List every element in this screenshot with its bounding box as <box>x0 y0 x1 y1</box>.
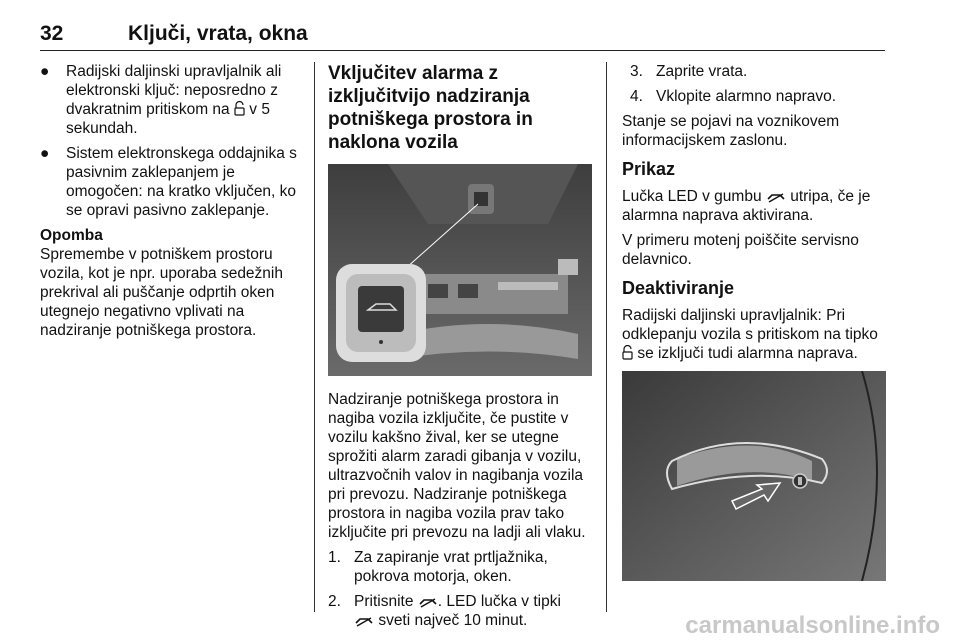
step-text: Pritisnite <box>354 593 414 610</box>
step-number: 1. <box>328 549 341 566</box>
paragraph-text: Radijski daljinski upravljalnik: Pri odklepanju vozila s pritiskom na tipko <box>622 307 878 343</box>
step-text: Zaprite vrata. <box>656 63 748 80</box>
running-title: Ključi, vrata, okna <box>128 22 308 45</box>
step-number: 4. <box>630 88 643 105</box>
numbered-step <box>630 62 888 81</box>
column-3 <box>622 62 888 581</box>
note-text: Spremembe v potniškem prostoru vozila, kot je npr. uporaba sedežnih prekrival ali puščanje odprtih oken utegnejo negativno vplivati na nadziranje potniškega prostora. <box>40 246 283 339</box>
bullet-text: v 5 sekundah. <box>66 101 270 137</box>
unlock-icon <box>234 101 245 116</box>
page-number: 32 <box>40 22 64 45</box>
interior-alarm-button-image <box>328 164 592 376</box>
column-2 <box>328 62 592 636</box>
car-tilt-icon <box>766 191 786 203</box>
paragraph <box>622 306 888 363</box>
bullet-item <box>40 144 302 220</box>
section-heading: Prikaz <box>622 159 676 179</box>
paragraph: Stanje se pojavi na voznikovem informacijskem zaslonu. <box>622 113 840 149</box>
step-text: Za zapiranje vrat prtljažnika, pokrova motorja, oken. <box>354 549 548 585</box>
paragraph: Nadziranje potniškega prostora in nagiba vozila izključite, če pustite v vozilu kakšno žival, ker se utegne sprožiti alarm zaradi gibanja v vozilu, ultrazvočnih valov in nagibanja vozila pri prevozu. Nadziranje potniškega prostora in nagiba vozila prav tako izključite pri prevozu na ladji ali vlaku. <box>328 391 586 541</box>
car-tilt-icon <box>354 615 374 627</box>
step-text: sveti največ 10 minut. <box>378 612 528 629</box>
step-text: Vklopite alarmno napravo. <box>656 88 837 105</box>
bullet-item <box>40 62 302 138</box>
column-divider-2 <box>606 62 607 612</box>
paragraph-text: se izključi tudi alarmna naprava. <box>637 345 858 362</box>
numbered-step <box>328 548 592 586</box>
door-handle-image <box>622 371 886 581</box>
step-text: . LED lučka v tipki <box>437 593 561 610</box>
paragraph-text: utripa, če je alarmna naprava aktivirana. <box>622 188 871 224</box>
note-title: Opomba <box>40 227 103 244</box>
section-heading: Vključitev alarma z izključitvijo nadziranja potniškega prostora in naklona vozila <box>328 63 533 153</box>
bullet-dot: ● <box>40 63 50 80</box>
unlock-icon <box>622 345 633 360</box>
paragraph-text: Lučka LED v gumbu <box>622 188 762 205</box>
step-number: 3. <box>630 63 643 80</box>
bullet-text: Radijski daljinski upravljalnik ali elektronski ključ: neposredno z dvakratnim pritiskom na <box>66 63 282 118</box>
paragraph: V primeru motenj poiščite servisno delavnico. <box>622 232 859 268</box>
section-heading: Deaktiviranje <box>622 278 735 298</box>
numbered-step <box>630 87 888 106</box>
bullet-dot: ● <box>40 145 50 162</box>
column-1 <box>40 62 302 340</box>
page-header <box>40 18 885 51</box>
watermark: carmanualsonline.info <box>685 612 940 639</box>
step-number: 2. <box>328 593 341 610</box>
paragraph <box>622 187 888 225</box>
bullet-text: Sistem elektronskega oddajnika s pasivnim zaklepanjem je omogočen: na kratko vključen, ko se opravi pasivno zaklepanje. <box>66 145 297 219</box>
numbered-step <box>328 592 592 630</box>
column-divider-1 <box>314 62 315 612</box>
car-tilt-icon <box>418 596 438 608</box>
